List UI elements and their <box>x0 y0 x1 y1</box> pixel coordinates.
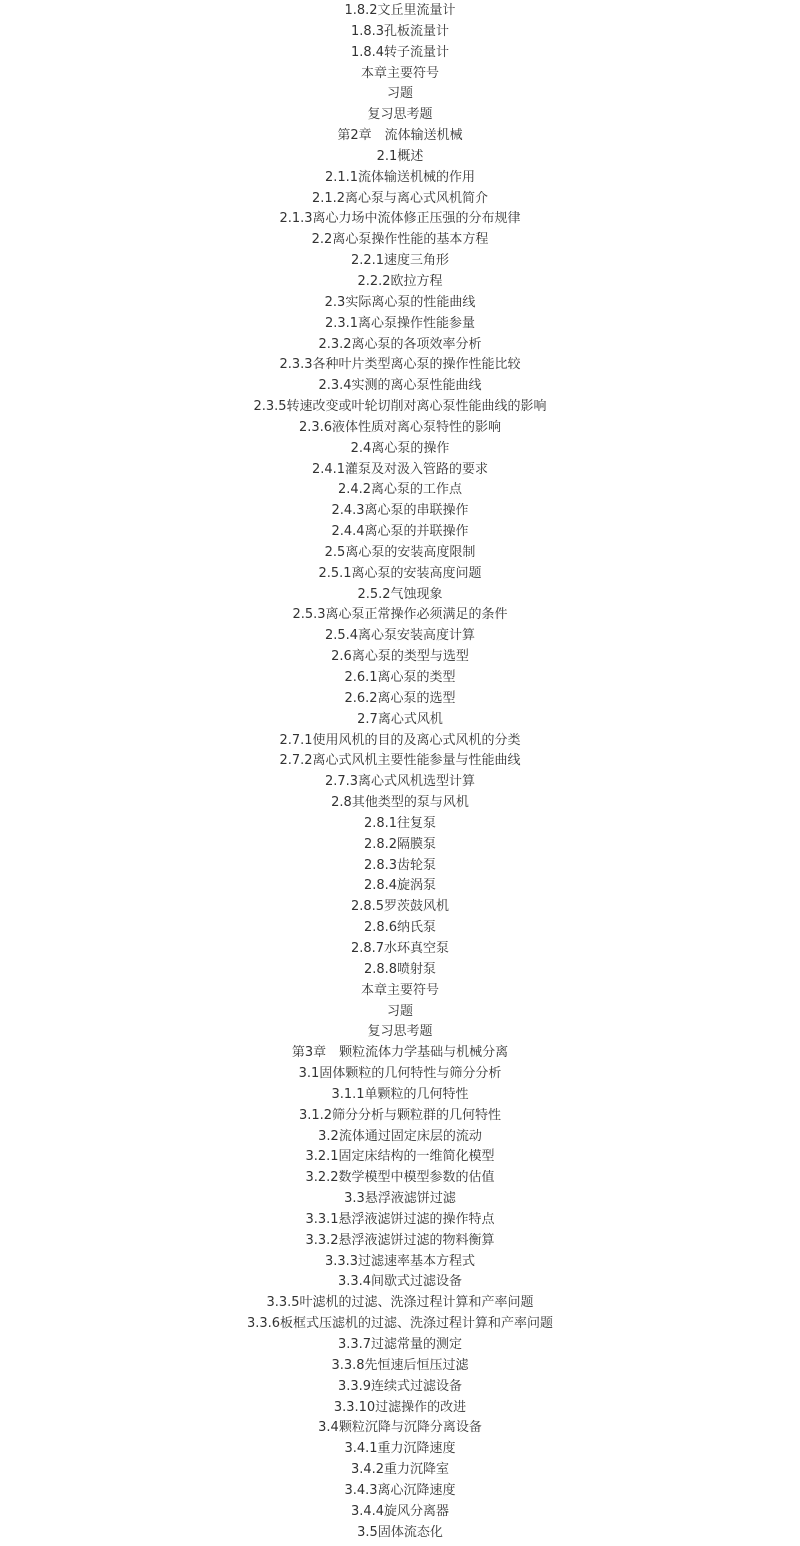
toc-entry: 2.2.1速度三角形 <box>350 253 450 269</box>
toc-entry: 2.8.6纳氏泵 <box>363 920 437 936</box>
toc-entry: 3.3.6板框式压滤机的过滤、洗涤过程计算和产率问题 <box>246 1316 554 1332</box>
toc-entry: 2.7.1使用风机的目的及离心式风机的分类 <box>279 732 521 748</box>
toc-entry: 复习思考题 <box>367 1024 433 1040</box>
toc-entry: 2.5离心泵的安装高度限制 <box>324 544 476 560</box>
toc-entry: 2.2.2欧拉方程 <box>357 273 443 289</box>
toc-entry: 2.4.1灌泵及对汲入管路的要求 <box>311 461 489 477</box>
toc-entry: 2.7.3离心式风机选型计算 <box>324 774 476 790</box>
toc-entry: 2.1.1流体输送机械的作用 <box>324 169 476 185</box>
toc-entry: 3.4.4旋风分离器 <box>350 1503 450 1519</box>
toc-entry: 2.3.2离心泵的各项效率分析 <box>318 336 482 352</box>
toc-entry: 2.3.1离心泵操作性能参量 <box>324 315 476 331</box>
toc-entry: 3.3.8先恒速后恒压过滤 <box>331 1357 469 1373</box>
toc-entry: 2.6.2离心泵的选型 <box>344 690 456 706</box>
toc-entry: 2.3.3各种叶片类型离心泵的操作性能比较 <box>279 357 521 373</box>
toc-entry: 2.5.4离心泵安装高度计算 <box>324 628 476 644</box>
toc-entry: 2.8.1往复泵 <box>363 815 437 831</box>
toc-entry: 3.1固体颗粒的几何特性与筛分分析 <box>298 1066 502 1082</box>
toc-entry: 2.8.8喷射泵 <box>363 961 437 977</box>
toc-entry: 2.6离心泵的类型与选型 <box>331 649 469 665</box>
toc-entry: 3.3.10过滤操作的改进 <box>333 1399 467 1415</box>
toc-entry: 2.1.3离心力场中流体修正压强的分布规律 <box>279 211 521 227</box>
toc-entry: 3.3.4间歇式过滤设备 <box>337 1274 463 1290</box>
toc-entry: 本章主要符号 <box>360 982 439 998</box>
toc-entry: 3.3.1悬浮液滤饼过滤的操作特点 <box>305 1211 495 1227</box>
toc-entry: 3.5固体流态化 <box>357 1524 443 1540</box>
toc-entry: 本章主要符号 <box>360 65 439 81</box>
toc-entry: 第2章 流体输送机械 <box>337 128 463 144</box>
toc-entry: 2.8.7水环真空泵 <box>350 940 450 956</box>
toc-entry: 1.8.3孔板流量计 <box>350 23 450 39</box>
toc-entry: 3.2流体通过固定床层的流动 <box>318 1128 482 1144</box>
toc-entry: 2.6.1离心泵的类型 <box>344 670 456 685</box>
toc-entry: 2.1概述 <box>376 148 424 164</box>
toc-entry: 习题 <box>386 86 413 102</box>
toc-entry: 3.3.5叶滤机的过滤、洗涤过程计算和产率问题 <box>266 1295 534 1311</box>
toc-entry: 3.4.3离心沉降速度 <box>344 1482 456 1498</box>
toc-entry: 2.8其他类型的泵与风机 <box>331 795 469 811</box>
toc-entry: 3.4颗粒沉降与沉降分离设备 <box>318 1420 482 1436</box>
toc-entry: 第3章 颗粒流体力学基础与机械分离 <box>291 1045 509 1061</box>
toc-entry: 3.4.1重力沉降速度 <box>344 1441 456 1457</box>
toc-entry: 3.2.2数学模型中模型参数的估值 <box>305 1170 495 1186</box>
toc-entry: 3.3.3过滤速率基本方程式 <box>324 1253 476 1269</box>
toc-entry: 1.8.2文丘里流量计 <box>344 3 456 18</box>
toc-entry: 2.2离心泵操作性能的基本方程 <box>311 232 489 248</box>
toc-entry: 2.5.1离心泵的安装高度问题 <box>318 565 482 581</box>
toc-entry: 复习思考题 <box>367 107 433 123</box>
toc-entry: 2.4.2离心泵的工作点 <box>337 482 463 498</box>
toc-entry: 3.2.1固定床结构的一维简化模型 <box>305 1149 495 1165</box>
toc-entry: 3.1.2筛分分析与颗粒群的几何特性 <box>298 1107 502 1123</box>
toc-entry: 2.3.6液体性质对离心泵特性的影响 <box>298 419 502 435</box>
toc-entry: 2.5.2气蚀现象 <box>357 586 443 602</box>
toc-entry: 2.3.4实测的离心泵性能曲线 <box>318 378 482 394</box>
toc-entry: 2.3实际离心泵的性能曲线 <box>324 294 476 310</box>
toc-entry: 2.5.3离心泵正常操作必须满足的条件 <box>292 607 508 623</box>
toc-entry: 2.8.2隔膜泵 <box>363 836 437 852</box>
toc-entry: 2.4.3离心泵的串联操作 <box>331 503 469 519</box>
toc-entry: 2.7.2离心式风机主要性能参量与性能曲线 <box>279 753 521 769</box>
toc-entry: 2.8.3齿轮泵 <box>363 857 437 873</box>
toc-entry: 3.3.7过滤常量的测定 <box>337 1337 463 1352</box>
toc-entry: 2.4离心泵的操作 <box>350 440 450 456</box>
toc-entry: 3.3悬浮液滤饼过滤 <box>344 1191 456 1207</box>
toc-entry: 2.4.4离心泵的并联操作 <box>331 524 469 540</box>
toc-entry: 2.7离心式风机 <box>357 711 443 727</box>
toc-entry: 3.1.1单颗粒的几何特性 <box>331 1086 469 1102</box>
toc-entry: 2.8.4旋涡泵 <box>363 878 437 894</box>
toc-entry: 习题 <box>386 1003 413 1019</box>
toc-entry: 3.3.2悬浮液滤饼过滤的物料衡算 <box>305 1232 495 1248</box>
toc-entry: 1.8.4转子流量计 <box>350 44 450 60</box>
toc-entry: 2.3.5转速改变或叶轮切削对离心泵性能曲线的影响 <box>253 399 547 415</box>
table-of-contents <box>0 1 800 1543</box>
toc-entry: 3.4.2重力沉降室 <box>350 1462 450 1478</box>
toc-entry: 3.3.9连续式过滤设备 <box>337 1378 463 1394</box>
toc-entry: 2.8.5罗茨鼓风机 <box>350 899 450 915</box>
toc-entry: 2.1.2离心泵与离心式风机简介 <box>311 190 489 206</box>
